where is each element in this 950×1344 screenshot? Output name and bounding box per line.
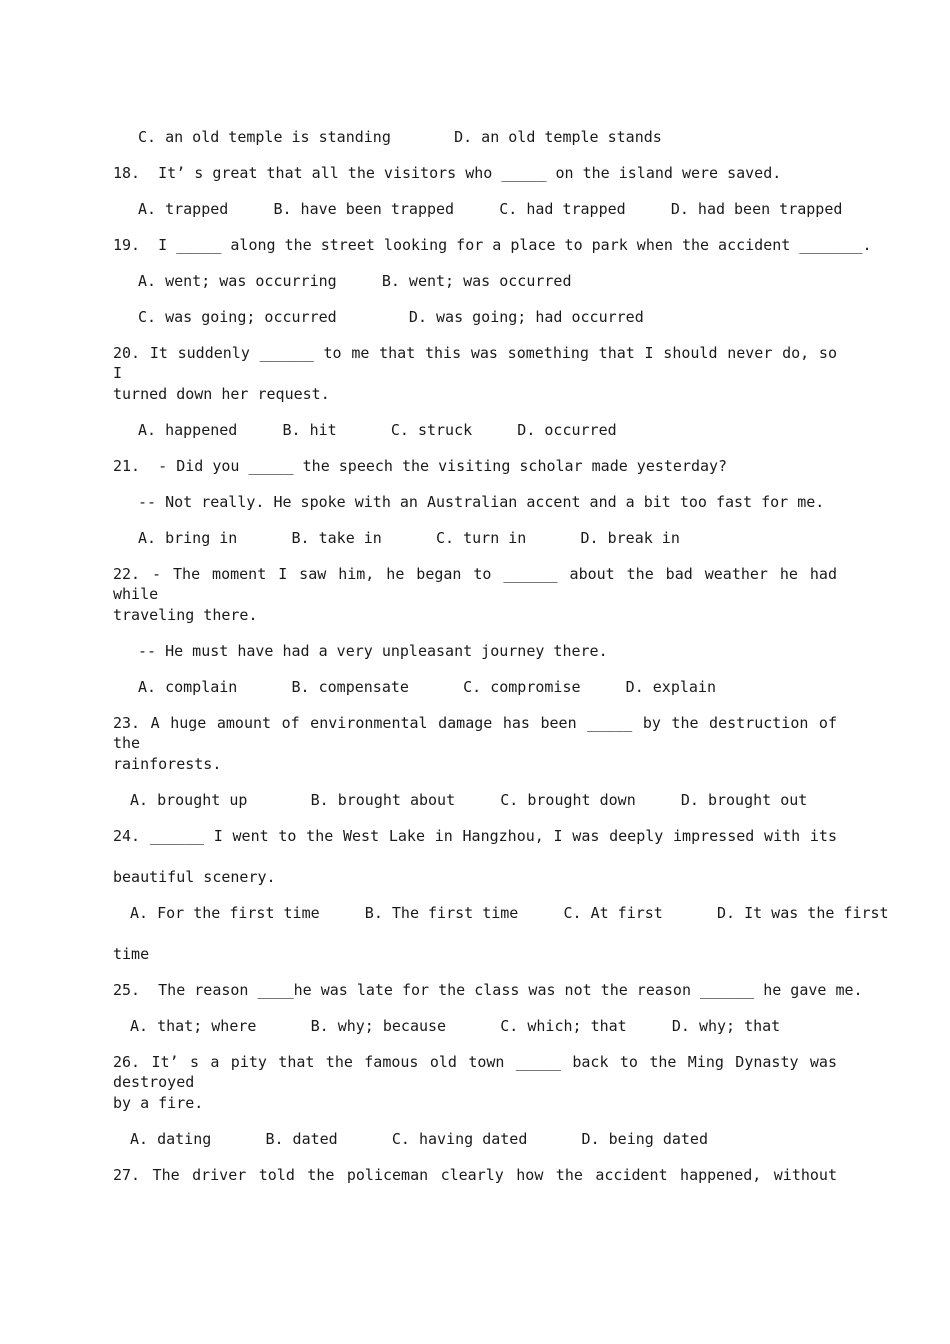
option-line: C. an old temple is standing D. an old temple stands bbox=[138, 128, 662, 146]
option-line: A. that; where B. why; because C. which; that D. why; that bbox=[130, 1017, 781, 1035]
option-line: A. dating B. dated C. having dated D. being dated bbox=[130, 1130, 708, 1148]
question-26: 26. It’ s a pity that the famous old town _____ back to the Ming Dynasty was destroyed bbox=[113, 1053, 837, 1091]
option-line: A. complain B. compensate C. compromise D. explain bbox=[138, 678, 716, 696]
question-21: 21. - Did you _____ the speech the visiting scholar made yesterday? bbox=[113, 457, 728, 475]
option-line: A. For the first time B. The first time C. At first D. It was the first bbox=[130, 904, 889, 922]
question-25: 25. The reason ____he was late for the class was not the reason ______ he gave me. bbox=[113, 981, 863, 999]
dialogue-line: -- He must have had a very unpleasant journey there. bbox=[138, 642, 608, 660]
question-24: 24. ______ I went to the West Lake in Hangzhou, I was deeply impressed with its bbox=[113, 827, 837, 845]
question-continuation: traveling there. bbox=[113, 606, 258, 624]
option-line: A. bring in B. take in C. turn in D. break in bbox=[138, 529, 680, 547]
option-line: C. was going; occurred D. was going; had occurred bbox=[138, 308, 644, 326]
option-line: A. trapped B. have been trapped C. had trapped D. had been trapped bbox=[138, 200, 843, 218]
option-line: A. happened B. hit C. struck D. occurred bbox=[138, 421, 617, 439]
question-continuation: by a fire. bbox=[113, 1094, 204, 1112]
question-continuation: turned down her request. bbox=[113, 385, 330, 403]
question-23: 23. A huge amount of environmental damage has been _____ by the destruction of the bbox=[113, 714, 837, 752]
dialogue-line: -- Not really. He spoke with an Australian accent and a bit too fast for me. bbox=[138, 493, 825, 511]
question-continuation: beautiful scenery. bbox=[113, 868, 276, 886]
question-20: 20. It suddenly ______ to me that this was something that I should never do, so I bbox=[113, 344, 837, 382]
option-continuation: time bbox=[113, 945, 150, 963]
question-27: 27. The driver told the policeman clearly how the accident happened, without bbox=[113, 1166, 837, 1184]
question-22: 22. - The moment I saw him, he began to ______ about the bad weather he had while bbox=[113, 565, 837, 603]
option-line: A. brought up B. brought about C. brought down D. brought out bbox=[130, 791, 808, 809]
question-continuation: rainforests. bbox=[113, 755, 222, 773]
question-19: 19. I _____ along the street looking for a place to park when the accident _______. bbox=[113, 236, 872, 254]
question-18: 18. It’ s great that all the visitors who _____ on the island were saved. bbox=[113, 164, 782, 182]
option-line: A. went; was occurring B. went; was occurred bbox=[138, 272, 572, 290]
